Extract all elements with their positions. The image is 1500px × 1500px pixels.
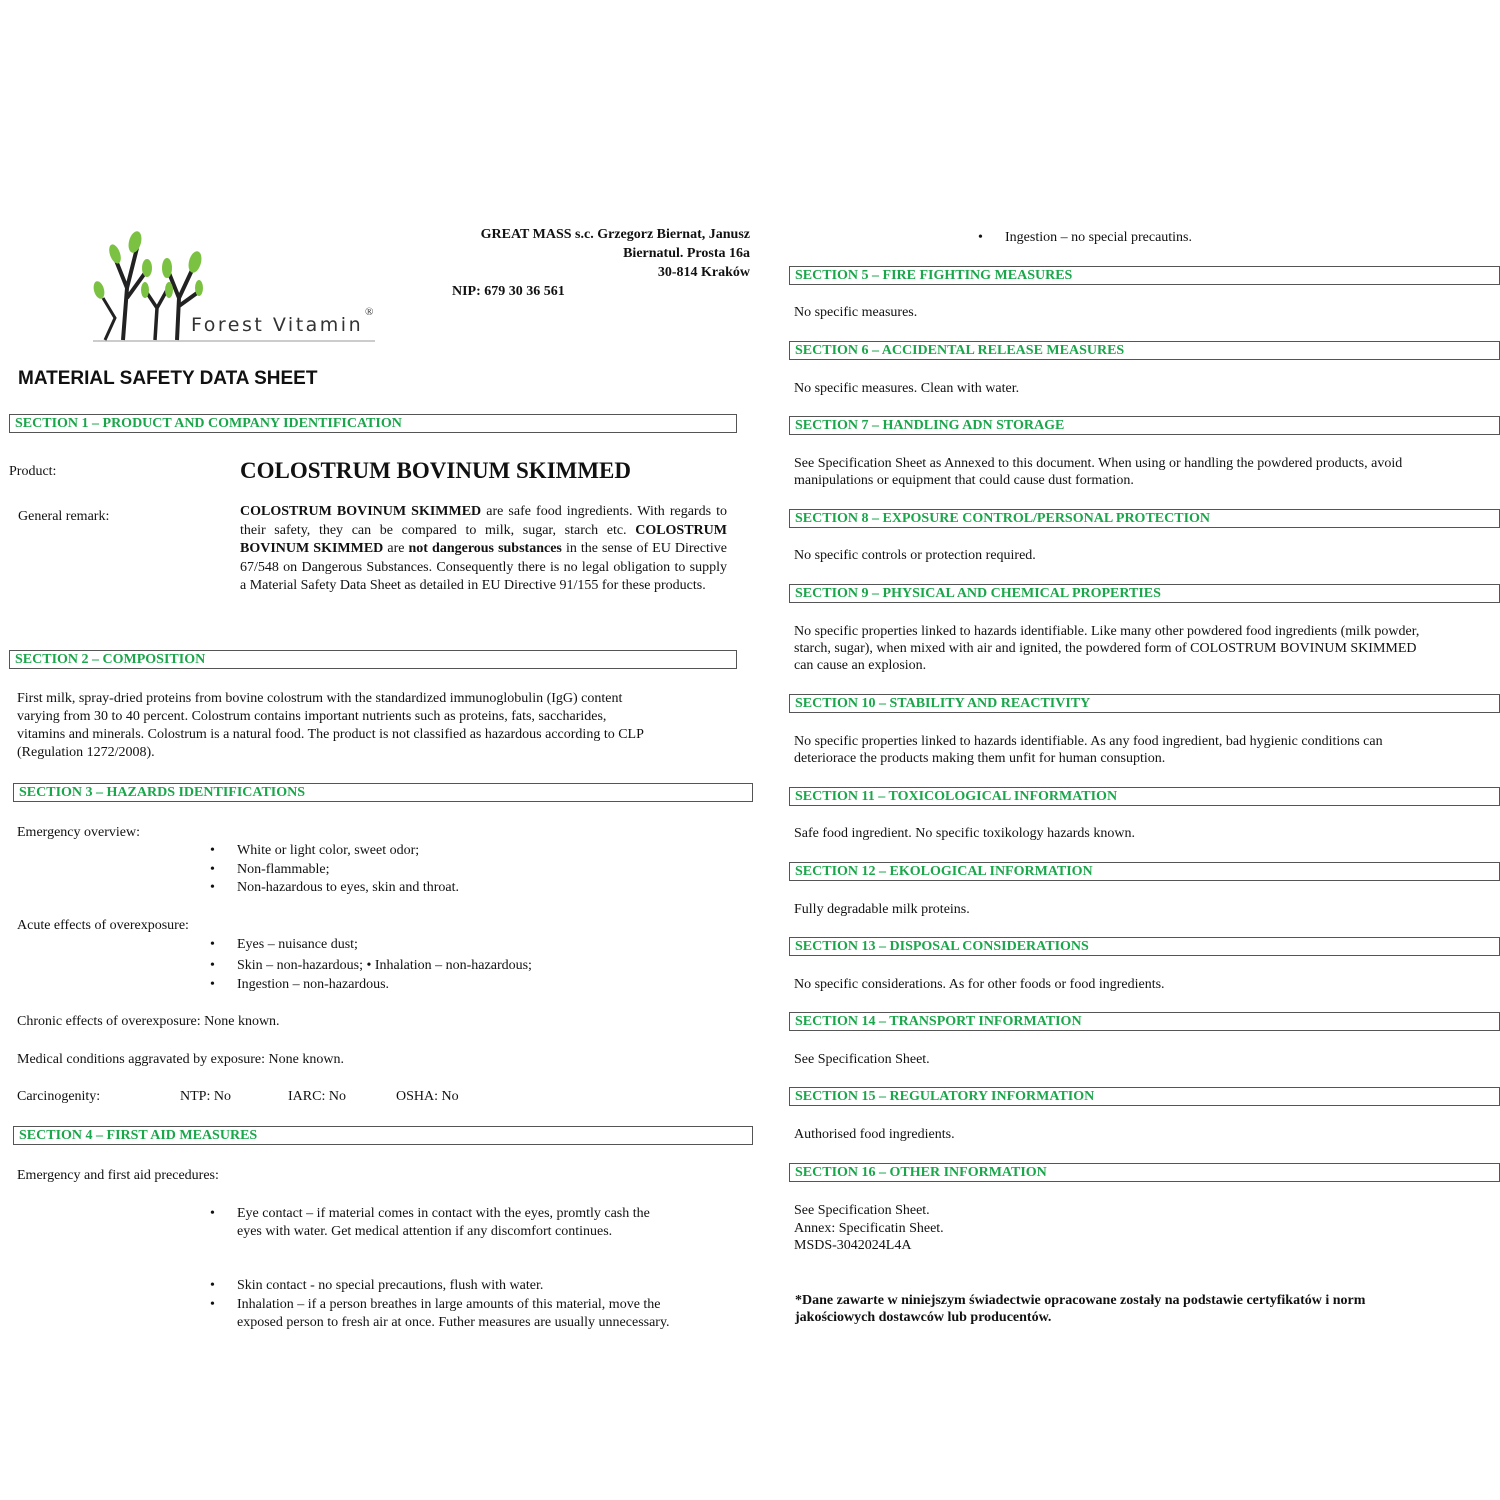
section-8-text: No specific controls or protection required. [794, 548, 1036, 563]
company-line-1: GREAT MASS s.c. Grzegorz Biernat, Janusz [480, 227, 750, 242]
company-line-3: 30-814 Kraków [657, 265, 750, 280]
first-aid-label: Emergency and first aid precedures: [17, 1168, 219, 1183]
section-11-text: Safe food ingredient. No specific toxikology hazards known. [794, 826, 1135, 841]
section-10-heading: SECTION 10 – STABILITY AND REACTIVITY [789, 694, 1500, 713]
section-16-heading: SECTION 16 – OTHER INFORMATION [789, 1163, 1500, 1182]
carcinogenity-osha: OSHA: No [396, 1089, 459, 1104]
section-6-heading: SECTION 6 – ACCIDENTAL RELEASE MEASURES [789, 341, 1500, 360]
logo-text: Forest Vitamin [191, 314, 364, 336]
section-3-heading: SECTION 3 – HAZARDS IDENTIFICATIONS [13, 783, 753, 802]
list-item: • Skin – non-hazardous; • Inhalation – non-hazardous; [237, 957, 532, 975]
section-11-heading: SECTION 11 – TOXICOLOGICAL INFORMATION [789, 787, 1500, 806]
section-5-text: No specific measures. [794, 305, 918, 320]
section-10-text: No specific properties linked to hazards identifiable. As any food ingredient, bad hygienic conditions can deteriorace the products making them unfit for human consuption. [794, 734, 1383, 766]
section-14-text: See Specification Sheet. [794, 1052, 930, 1067]
registered-mark: ® [365, 306, 374, 318]
section-13-text: No specific considerations. As for other foods or food ingredients. [794, 977, 1165, 992]
section-9-heading: SECTION 9 – PHYSICAL AND CHEMICAL PROPERTIES [789, 584, 1500, 603]
section-12-heading: SECTION 12 – EKOLOGICAL INFORMATION [789, 862, 1500, 881]
carcinogenity-ntp: NTP: No [180, 1089, 231, 1104]
section-4-heading: SECTION 4 – FIRST AID MEASURES [13, 1126, 753, 1145]
section-16-text: See Specification Sheet. Annex: Specificatin Sheet. MSDS-3042024L4A [794, 1203, 944, 1253]
general-remark-label: General remark: [18, 509, 110, 524]
list-item: • Eyes – nuisance dust; [237, 936, 358, 954]
section-7-text: See Specification Sheet as Annexed to this document. When using or handling the powdered products, avoid manipulations or equipment that could cause dust formation. [794, 456, 1403, 488]
section-2-heading: SECTION 2 – COMPOSITION [9, 650, 737, 669]
chronic-effects: Chronic effects of overexposure: None known. [17, 1014, 280, 1029]
carcinogenity-label: Carcinogenity: [17, 1089, 101, 1104]
section-7-heading: SECTION 7 – HANDLING ADN STORAGE [789, 416, 1500, 435]
list-item: • White or light color, sweet odor; [237, 842, 419, 860]
product-name: COLOSTRUM BOVINUM SKIMMED [240, 458, 632, 483]
company-line-2: Biernatul. Prosta 16a [623, 246, 750, 261]
medical-conditions: Medical conditions aggravated by exposure: None known. [17, 1052, 344, 1067]
composition-text: First milk, spray-dried proteins from bovine colostrum with the standardized immunoglobulin (IgG) content varying from 30 to 40 percent. Colostrum contains important nutrients such as proteins, fats, saccharides, vitamins and minerals. Colostrum is a natural food. The product is not classified as hazardous according to CLP (Regulation 1272/2008). [17, 691, 644, 760]
footnote: *Dane zawarte w niniejszym świadectwie opracowane zostały na podstawie certyfikatów i norm jakościowych dostawców lub producentów. [795, 1293, 1366, 1325]
emergency-overview-label: Emergency overview: [17, 825, 140, 840]
section-15-heading: SECTION 15 – REGULATORY INFORMATION [789, 1087, 1500, 1106]
document-title: MATERIAL SAFETY DATA SHEET [18, 368, 318, 389]
company-nip: NIP: 679 30 36 561 [452, 284, 565, 299]
list-item: • Ingestion – no special precautins. [1005, 229, 1192, 247]
product-label: Product: [9, 464, 57, 479]
list-item: • Skin contact - no special precautions, flush with water. [237, 1277, 543, 1295]
section-13-heading: SECTION 13 – DISPOSAL CONSIDERATIONS [789, 937, 1500, 956]
section-8-heading: SECTION 8 – EXPOSURE CONTROL/PERSONAL PROTECTION [789, 509, 1500, 528]
section-6-text: No specific measures. Clean with water. [794, 381, 1020, 396]
list-item: • Non-flammable; [237, 861, 330, 879]
company-logo [85, 228, 385, 348]
section-9-text: No specific properties linked to hazards identifiable. Like many other powdered food ingredients (milk powder, starch, sugar), when mixed with air and ignited, the powdered form of COLOSTRUM BOVINUM SKIMMED can cause an explosion. [794, 624, 1420, 673]
list-item: • Eye contact – if material comes in contact with the eyes, promtly cash the eyes with water. Get medical attention if any discomfort continues. [237, 1205, 650, 1241]
section-15-text: Authorised food ingredients. [794, 1127, 955, 1142]
list-item: • Non-hazardous to eyes, skin and throat. [237, 879, 459, 897]
list-item: • Inhalation – if a person breathes in large amounts of this material, move the exposed person to fresh air at once. Futher measures are usually unnecessary. [237, 1296, 670, 1332]
acute-effects-label: Acute effects of overexposure: [17, 918, 189, 933]
section-5-heading: SECTION 5 – FIRE FIGHTING MEASURES [789, 266, 1500, 285]
general-remark-text: COLOSTRUM BOVINUM SKIMMED are safe food ingredients. With regards to their safety, they can be compared to milk, sugar, starch etc. COLOSTRUM BOVINUM SKIMMED are not dangerous substances in the sense of EU Directive 67/548 on Dangerous Substances. Consequently there is no legal obligation to supply a Material Safety Data Sheet as detailed in EU Directive 91/155 for these products. [240, 504, 727, 594]
list-item: • Ingestion – non-hazardous. [237, 976, 389, 994]
section-14-heading: SECTION 14 – TRANSPORT INFORMATION [789, 1012, 1500, 1031]
section-1-heading: SECTION 1 – PRODUCT AND COMPANY IDENTIFICATION [9, 414, 737, 433]
carcinogenity-iarc: IARC: No [288, 1089, 346, 1104]
section-12-text: Fully degradable milk proteins. [794, 902, 970, 917]
company-address [420, 225, 750, 282]
